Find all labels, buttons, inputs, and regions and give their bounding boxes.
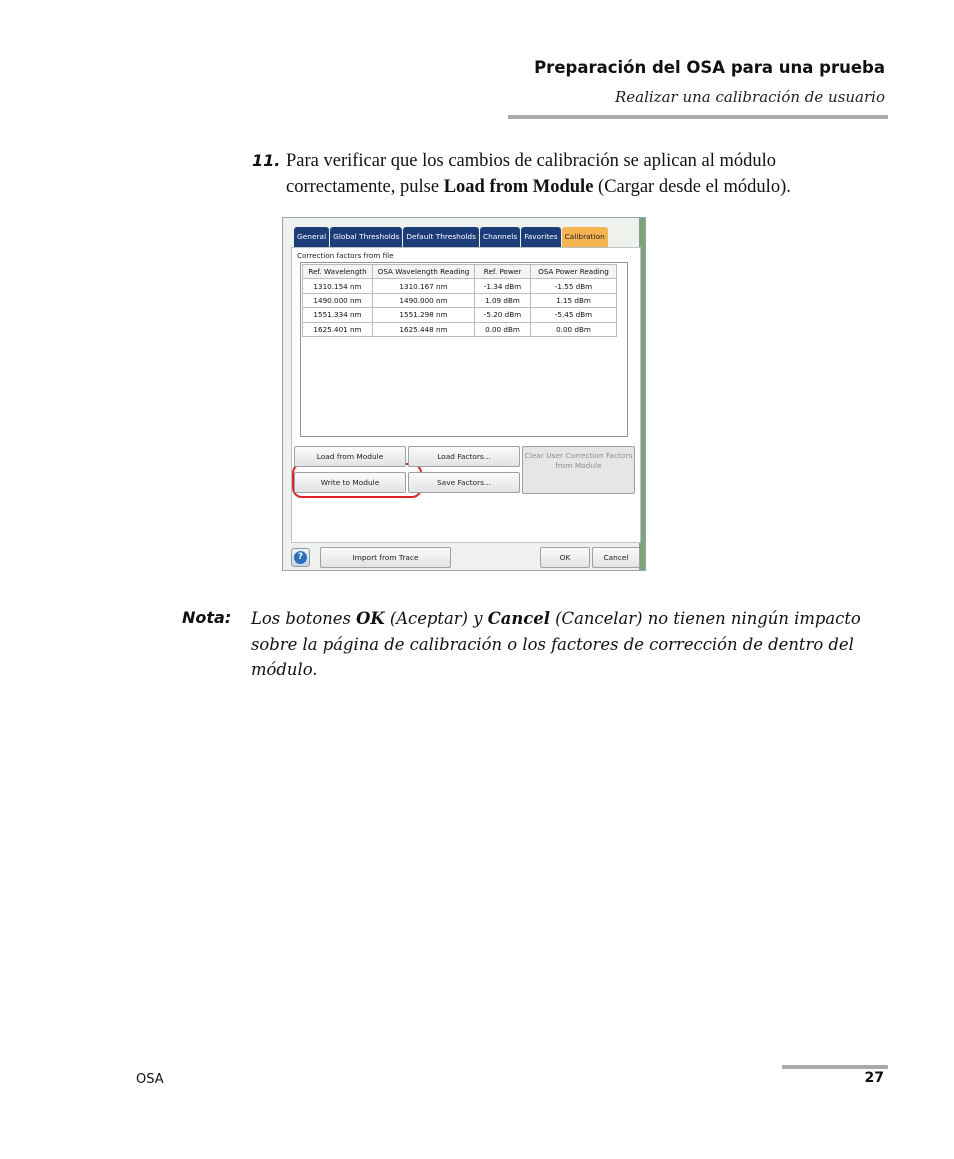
tab-bar (294, 227, 609, 247)
calibration-dialog-screenshot (282, 217, 646, 571)
table-cell: 1551.298 nm (373, 308, 475, 322)
table-row[interactable] (303, 322, 617, 336)
step-number: 11. (252, 151, 281, 170)
table-cell: 1.09 dBm (475, 293, 531, 307)
write-to-module-button[interactable]: Write to Module (294, 472, 406, 493)
correction-factors-table (302, 264, 617, 337)
save-factors-button[interactable]: Save Factors... (408, 472, 520, 493)
table-cell: 0.00 dBm (531, 322, 617, 336)
table-cell: -5.20 dBm (475, 308, 531, 322)
header-rule (508, 115, 888, 119)
table-cell: 1490.000 nm (373, 293, 475, 307)
tab-default-thresholds[interactable]: Default Thresholds (403, 227, 479, 247)
tab-calibration[interactable]: Calibration (562, 227, 608, 247)
table-header-row (303, 265, 617, 279)
table-cell: 1.15 dBm (531, 293, 617, 307)
table-cell: 1310.167 nm (373, 279, 475, 293)
load-from-module-button[interactable]: Load from Module (294, 446, 406, 467)
table-cell: 0.00 dBm (475, 322, 531, 336)
table-row[interactable] (303, 279, 617, 293)
table-row[interactable] (303, 293, 617, 307)
section-title: Realizar una calibración de usuario (614, 88, 885, 106)
calibration-panel (291, 247, 641, 543)
note-label: Nota: (182, 608, 232, 627)
help-button[interactable] (291, 548, 310, 567)
note-text: Los botones OK (Aceptar) y Cancel (Cancelar) no tienen ningún impacto sobre la página de calibración o los factores de corrección de dentro del módulo. (251, 609, 861, 679)
page-number: 27 (864, 1070, 884, 1086)
table-cell: -1.55 dBm (531, 279, 617, 293)
table-cell: 1625.401 nm (303, 322, 373, 336)
correction-factors-grid (300, 262, 628, 437)
step-text: Para verificar que los cambios de calibración se aplican al módulo correctamente, pulse Load from Module (Cargar desde el módulo). (286, 151, 791, 197)
table-cell: 1625.448 nm (373, 322, 475, 336)
footer-product: OSA (136, 1072, 164, 1087)
table-cell: 1490.000 nm (303, 293, 373, 307)
column-header[interactable]: OSA Wavelength Reading (373, 265, 475, 279)
ok-button[interactable]: OK (540, 547, 590, 568)
cancel-button[interactable]: Cancel (592, 547, 640, 568)
tab-favorites[interactable]: Favorites (521, 227, 560, 247)
column-header[interactable]: Ref. Power (475, 265, 531, 279)
footer-rule (782, 1065, 888, 1069)
table-cell: -1.34 dBm (475, 279, 531, 293)
tab-general[interactable]: General (294, 227, 329, 247)
dialog-footer (283, 544, 641, 570)
group-label: Correction factors from file (297, 251, 394, 260)
tab-channels[interactable]: Channels (480, 227, 520, 247)
clear-user-correction-button[interactable]: Clear User Correction Factors from Module (522, 446, 635, 494)
table-cell: 1310.154 nm (303, 279, 373, 293)
column-header[interactable]: Ref. Wavelength (303, 265, 373, 279)
table-cell: -5.45 dBm (531, 308, 617, 322)
step-bold-term: Load from Module (443, 177, 594, 197)
tab-global-thresholds[interactable]: Global Thresholds (330, 227, 402, 247)
load-factors-button[interactable]: Load Factors... (408, 446, 520, 467)
table-cell: 1551.334 nm (303, 308, 373, 322)
import-from-trace-button[interactable]: Import from Trace (320, 547, 451, 568)
table-row[interactable] (303, 308, 617, 322)
help-icon: ? (294, 551, 307, 564)
column-header[interactable]: OSA Power Reading (531, 265, 617, 279)
chapter-title: Preparación del OSA para una prueba (534, 58, 885, 77)
